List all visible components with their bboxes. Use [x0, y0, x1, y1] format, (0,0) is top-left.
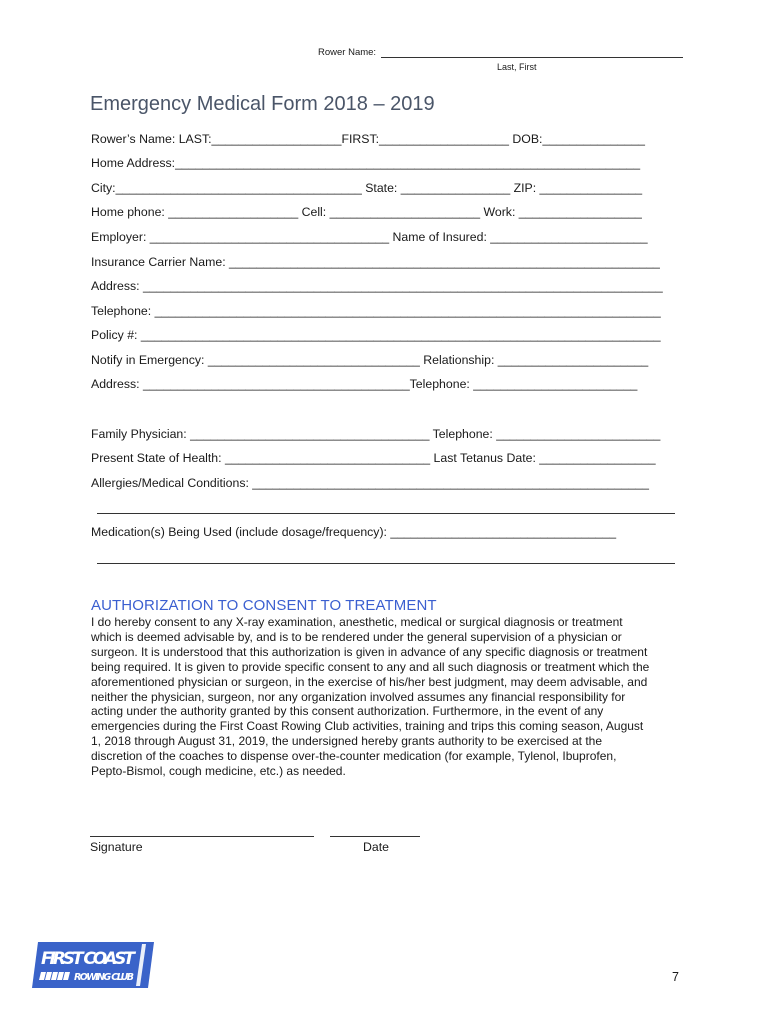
field-policy-number[interactable]: Policy #: ____________________________________________________________________________	[91, 328, 661, 342]
authorization-line: emergencies during the First Coast Rowing Club activities, training and trips this coming season, August	[91, 719, 644, 734]
authorization-line: Pepto-Bismol, cough medicine, etc.) as needed.	[91, 764, 346, 779]
authorization-line: which is deemed advisable by, and is to be rendered under the general supervision of a physician or	[91, 629, 622, 644]
field-city-state-zip[interactable]: City:____________________________________ State: ________________ ZIP: _______________	[91, 181, 643, 195]
allergies-continuation-line[interactable]	[97, 513, 675, 514]
authorization-line: 1, 2018 through August 31, 2019, the undersigned hereby grants authority to be exercised at the	[91, 734, 603, 749]
signature-label: Signature	[90, 840, 143, 854]
field-rower-name-dob[interactable]: Rower’s Name: LAST:___________________FIRST:___________________ DOB:_______________	[91, 132, 646, 146]
date-label: Date	[363, 840, 389, 854]
field-home-address[interactable]: Home Address:____________________________________________________________________	[91, 156, 641, 170]
authorization-line: discretion of the coaches to dispense over-the-counter medication (for example, Tylenol, Ibuprofen,	[91, 749, 617, 764]
authorization-line: surgeon. It is understood that this authorization is given in advance of any specific diagnosis or treatment	[91, 644, 648, 659]
signature-line[interactable]	[90, 836, 314, 837]
logo-text-line1: FIRST COAST	[41, 949, 135, 969]
logo-text-line2: ROWING CLUB	[74, 972, 134, 983]
field-employer-insured[interactable]: Employer: ___________________________________ Name of Insured: _______________________	[91, 230, 648, 244]
authorization-paragraph	[91, 615, 691, 779]
field-insurance-carrier[interactable]: Insurance Carrier Name: _______________________________________________________________	[91, 255, 660, 269]
field-emergency-contact[interactable]: Notify in Emergency: _______________________________ Relationship: ______________________	[91, 353, 649, 367]
authorization-line: I do hereby consent to any X-ray examination, anesthetic, medical or surgical diagnosis or treatment	[91, 615, 623, 629]
authorization-line: aforementioned physician or surgeon, in the exercise of his/her best judgment, may deem advisable, and	[91, 674, 648, 689]
authorization-heading: AUTHORIZATION TO CONSENT TO TREATMENT	[91, 597, 437, 614]
rower-name-label: Rower Name:	[318, 47, 377, 58]
authorization-line: neither the physician, surgeon, nor any organization involved assumes any financial responsibility for	[91, 689, 626, 704]
first-coast-rowing-club-logo	[32, 940, 154, 992]
authorization-line: acting under the authority granted by this consent authorization. Furthermore, in the event of any	[91, 704, 604, 719]
medications-continuation-line[interactable]	[97, 563, 675, 564]
field-insurance-telephone[interactable]: Telephone: __________________________________________________________________________	[91, 304, 661, 318]
date-line[interactable]	[330, 836, 420, 837]
field-insurance-address[interactable]: Address: ____________________________________________________________________________	[91, 279, 663, 293]
page-number: 7	[672, 970, 679, 984]
rower-name-line[interactable]	[381, 57, 683, 58]
rower-name-sublabel: Last, First	[497, 62, 537, 72]
authorization-line: being required. It is given to provide specific consent to any and all such diagnosis or treatment which the	[91, 659, 650, 674]
field-phones[interactable]: Home phone: ___________________ Cell: ______________________ Work: __________________	[91, 205, 642, 219]
page-title: Emergency Medical Form 2018 – 2019	[90, 93, 435, 115]
field-medications[interactable]: Medication(s) Being Used (include dosage/frequency): _________________________________	[91, 525, 617, 539]
field-emergency-address-phone[interactable]: Address: _______________________________________Telephone: ________________________	[91, 377, 638, 391]
field-family-physician[interactable]: Family Physician: ___________________________________ Telephone: ________________________	[91, 427, 661, 441]
field-allergies[interactable]: Allergies/Medical Conditions: __________________________________________________________	[91, 476, 649, 490]
field-health-tetanus[interactable]: Present State of Health: ______________________________ Last Tetanus Date: _________________	[91, 451, 656, 465]
